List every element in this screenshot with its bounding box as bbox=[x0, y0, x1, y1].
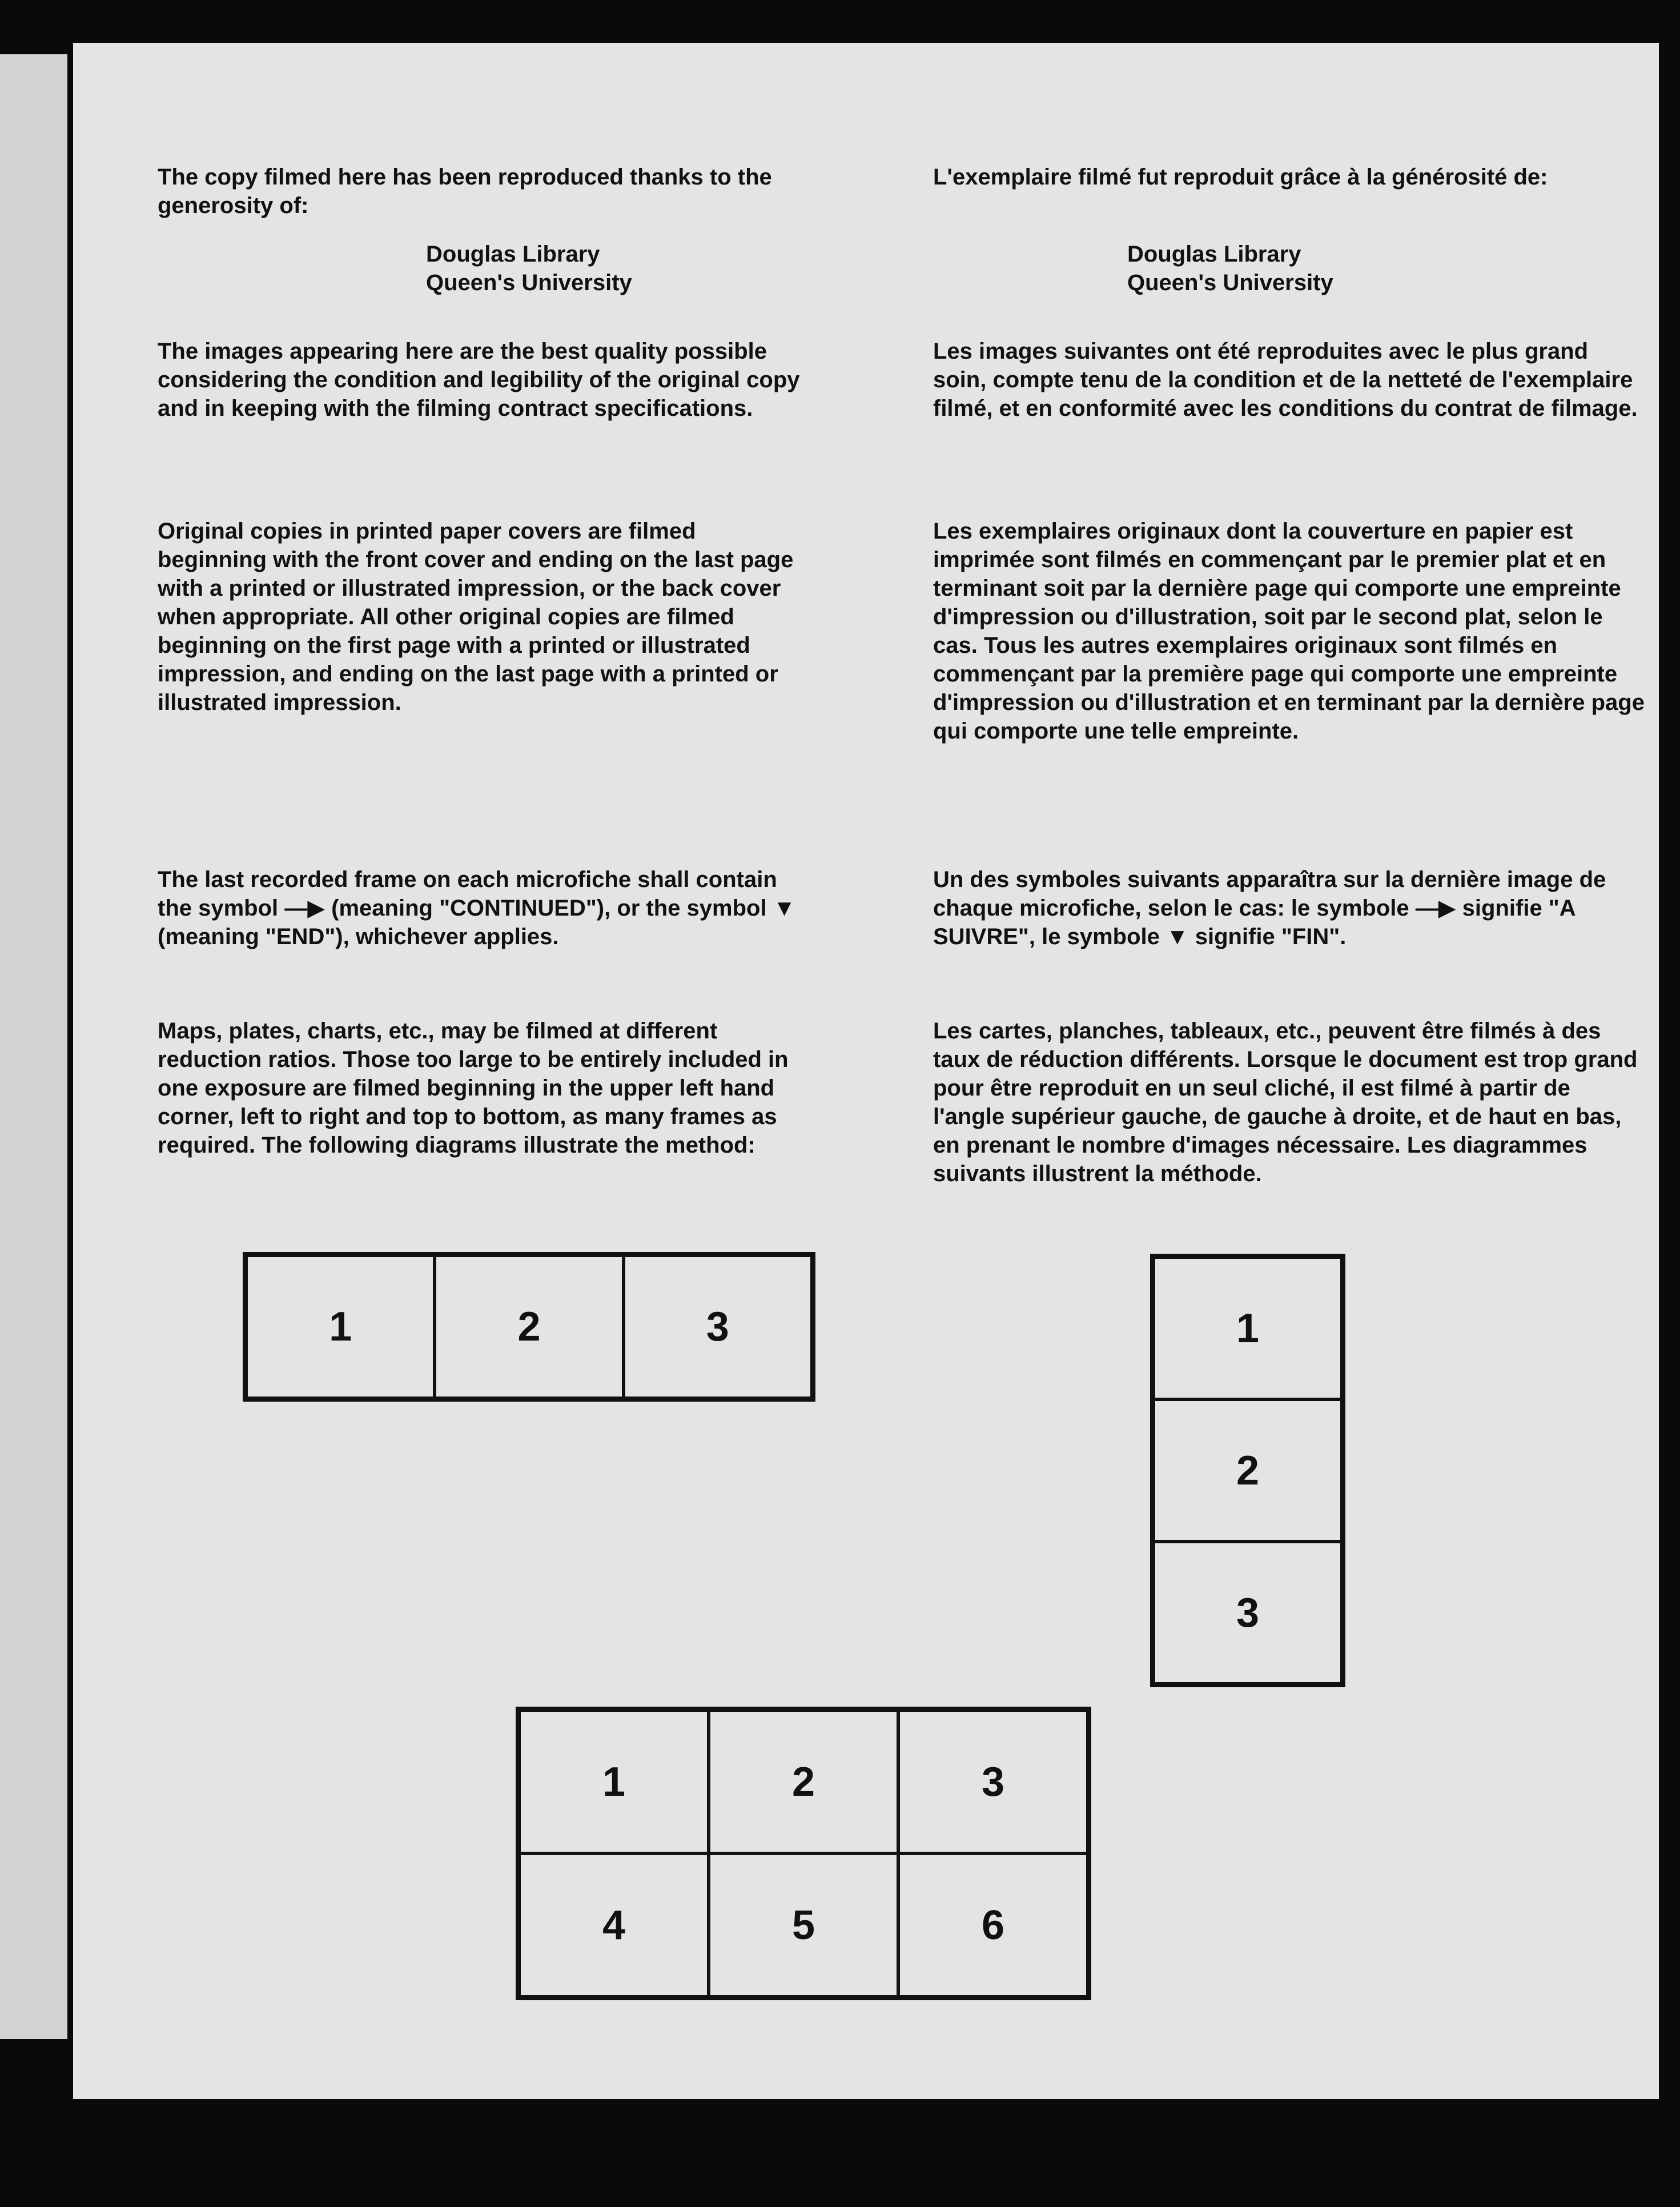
english-library-block bbox=[426, 240, 632, 297]
french-frame-text-b: signifie "A SUIVRE", le symbole bbox=[933, 896, 1575, 949]
frame-cell: 1 bbox=[1154, 1257, 1342, 1399]
english-university-name: Queen's University bbox=[426, 270, 632, 295]
french-university-name: Queen's University bbox=[1127, 270, 1333, 295]
french-library-name: Douglas Library bbox=[1127, 242, 1301, 267]
frame-cell: 2 bbox=[1154, 1399, 1342, 1542]
english-frame-text-b: (meaning "CONTINUED"), or the symbol bbox=[331, 896, 767, 921]
frame-cell: 1 bbox=[246, 1255, 435, 1398]
adjacent-page-edge bbox=[0, 54, 67, 2039]
grid-frame-diagram bbox=[516, 1707, 1091, 2000]
english-frame-text-a: The last recorded frame on each microfiche shall contain the symbol bbox=[158, 867, 777, 921]
english-images-paragraph: The images appearing here are the best quality possible considering the condition and legibility of the original copy and in keeping with the filming contract specifications. bbox=[158, 339, 800, 421]
english-library-name: Douglas Library bbox=[426, 242, 600, 267]
frame-cell: 1 bbox=[519, 1710, 709, 1853]
vertical-frame-diagram bbox=[1150, 1254, 1345, 1687]
english-intro: The copy filmed here has been reproduced thanks to the generosity of: bbox=[158, 164, 772, 218]
french-frame-text-a: Un des symboles suivants apparaîtra sur la dernière image de chaque microfiche, selon le cas: le symbole bbox=[933, 867, 1606, 921]
french-frame-text-c: signifie "FIN". bbox=[1195, 924, 1347, 949]
english-originals-paragraph: Original copies in printed paper covers are filmed beginning with the front cover and ending on the last page with a printed or illustrated impression, or the back cover when appropriate. All other original copies are filmed beginning on the first page with a printed or illustrated impression, and ending on the last page with a printed or illustrated impression. bbox=[158, 519, 794, 715]
french-symbols-paragraph bbox=[933, 865, 1647, 951]
horizontal-frame-diagram bbox=[243, 1252, 815, 1402]
frame-cell: 3 bbox=[624, 1255, 812, 1398]
english-frame-text-c: (meaning "END"), whichever applies. bbox=[158, 924, 559, 949]
fin-triangle-icon: ▼ bbox=[1166, 924, 1189, 949]
frame-cell: 2 bbox=[709, 1710, 898, 1853]
frame-cell: 4 bbox=[519, 1853, 709, 1997]
english-symbols-paragraph bbox=[158, 865, 809, 951]
english-maps-paragraph: Maps, plates, charts, etc., may be filmed at different reduction ratios. Those too large to be entirely included in one exposure are filmed beginning in the upper left hand corner, left to right and top to bottom, as many frames as required. The following diagrams illustrate the method: bbox=[158, 1018, 789, 1158]
end-triangle-icon: ▼ bbox=[773, 896, 796, 921]
frame-cell: 2 bbox=[435, 1255, 623, 1398]
french-images-paragraph: Les images suivantes ont été reproduites avec le plus grand soin, compte tenu de la condition et de la netteté de l'exemplaire filmé, et en conformité avec les conditions du contrat de filmage. bbox=[933, 339, 1638, 421]
french-originals-paragraph: Les exemplaires originaux dont la couverture en papier est imprimée sont filmés en commençant par le premier plat et en terminant soit par la dernière page qui comporte une empreinte d'impression ou d'illustration, soit par le second plat, selon le cas. Tous les autres exemplaires originaux sont filmés en commençant par la première page qui comporte une empreinte d'impression ou d'illustration et en terminant par la dernière page qui comporte une telle empreinte. bbox=[933, 519, 1645, 744]
frame-cell: 5 bbox=[709, 1853, 898, 1997]
french-intro: L'exemplaire filmé fut reproduit grâce à la générosité de: bbox=[933, 164, 1548, 190]
french-library-block bbox=[1127, 240, 1333, 297]
french-maps-paragraph: Les cartes, planches, tableaux, etc., peuvent être filmés à des taux de réduction différents. Lorsque le document est trop grand pour être reproduit en un seul cliché, il est filmé à partir de l'angle supérieur gauche, de gauche à droite, et de haut en bas, en prenant le nombre d'images nécessaire. Les diagrammes suivants illustrent la méthode. bbox=[933, 1018, 1638, 1186]
suivre-arrow-icon: —▶ bbox=[1415, 896, 1456, 921]
continued-arrow-icon: —▶ bbox=[284, 896, 325, 921]
frame-cell: 6 bbox=[898, 1853, 1088, 1997]
frame-cell: 3 bbox=[1154, 1542, 1342, 1684]
frame-cell: 3 bbox=[898, 1710, 1088, 1853]
